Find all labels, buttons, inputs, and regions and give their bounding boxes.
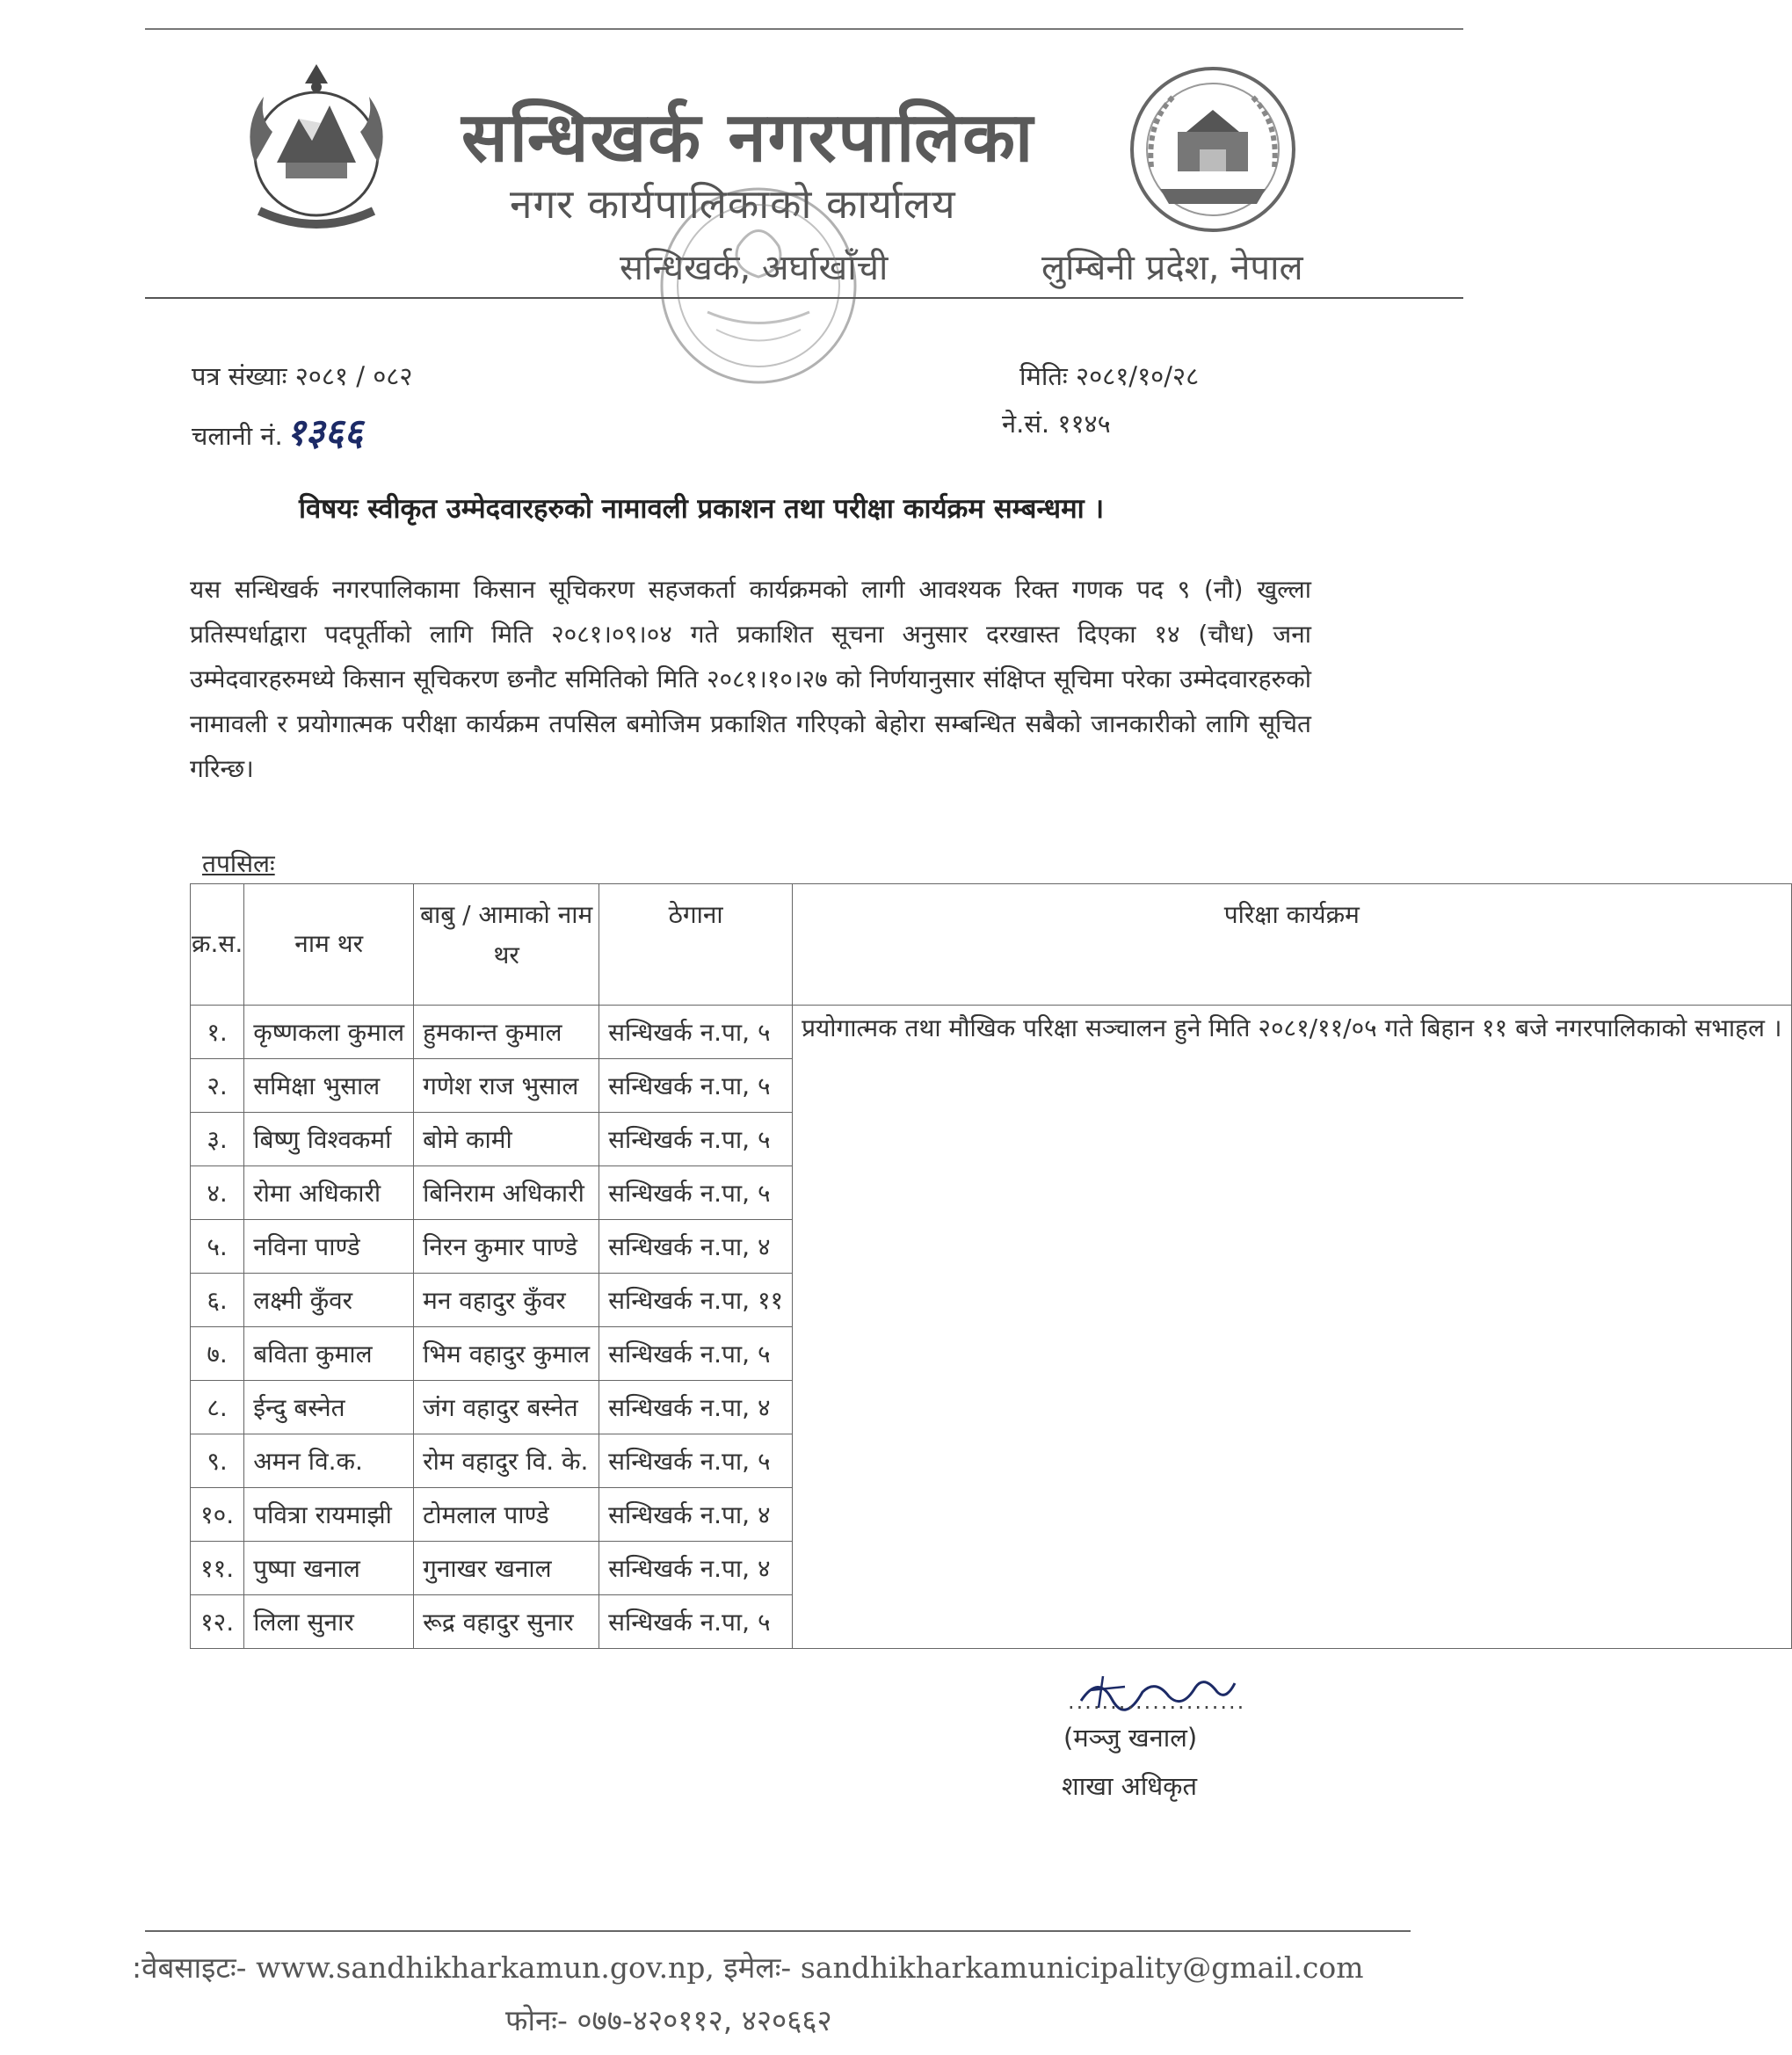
cell-sn: १०. <box>191 1488 244 1542</box>
email-link[interactable]: sandhikharkamunicipality@gmail.com <box>800 1950 1364 1985</box>
cell-name: ईन्दु बस्नेत <box>244 1381 414 1434</box>
details-label: तपसिलः <box>202 849 275 878</box>
nepal-sambat <box>1002 406 1111 440</box>
cell-parent: गुनाखर खनाल <box>414 1542 599 1595</box>
cell-parent: जंग वहादुर बस्नेत <box>414 1381 599 1434</box>
municipality-logo-icon <box>1125 62 1301 237</box>
website-label: :वेबसाइटः- <box>132 1950 247 1985</box>
cell-sn: ९. <box>191 1434 244 1488</box>
header-sn: क्र.स. <box>191 884 244 1006</box>
signatory-title: शाखा अधिकृत <box>1062 1771 1197 1801</box>
footer-contact-line <box>132 1947 1364 1986</box>
cell-sn: १. <box>191 1006 244 1059</box>
signature-line: ..................... <box>1068 1689 1246 1714</box>
cell-sn: ७. <box>191 1327 244 1381</box>
cell-name: कृष्णकला कुमाल <box>244 1006 414 1059</box>
phone-numbers: ०७७-४२०११२, ४२०६६२ <box>577 2003 832 2037</box>
cell-name: रोमा अधिकारी <box>244 1166 414 1220</box>
cell-address: सन्धिखर्क न.पा, ११ <box>599 1274 793 1327</box>
cell-address: सन्धिखर्क न.पा, ४ <box>599 1542 793 1595</box>
letter-date-label: मितिः <box>1019 361 1068 391</box>
cell-address: सन्धिखर्क न.पा, ५ <box>599 1434 793 1488</box>
cell-parent: निरन कुमार पाण्डे <box>414 1220 599 1274</box>
header-parent: बाबु / आमाको नाम थर <box>414 884 599 1006</box>
cell-parent: रोम वहादुर वि. के. <box>414 1434 599 1488</box>
letter-number <box>192 359 412 393</box>
cell-address: सन्धिखर्क न.पा, ४ <box>599 1220 793 1274</box>
cell-parent: बोमे कामी <box>414 1113 599 1166</box>
cell-address: सन्धिखर्क न.पा, ४ <box>599 1381 793 1434</box>
cell-name: बिष्णु विश्वकर्मा <box>244 1113 414 1166</box>
website-link[interactable]: www.sandhikharkamun.gov.np, <box>256 1950 715 1985</box>
phone-label: फोनः- <box>505 2003 568 2037</box>
cell-name: अमन वि.क. <box>244 1434 414 1488</box>
nepal-emblem-icon <box>224 57 409 242</box>
top-rule <box>145 28 1463 30</box>
cell-address: सन्धिखर्क न.पा, ५ <box>599 1166 793 1220</box>
letter-body: यस सन्धिखर्क नगरपालिकामा किसान सूचिकरण सहजकर्ता कार्यक्रमको लागी आवश्यक रिक्त गणक पद ९ (नौ) खुल्ला प्रतिस्पर्धाद्वारा पदपूर्तीको लागि मिति २०८१।०९।०४ गते प्रकाशित सूचना अनुसार दरखास्त दिएका १४ (चौध) जना उम्मेदवारहरुमध्ये किसान सूचिकरण छनौट समितिको मिति २०८१।१०।२७ को निर्णयानुसार संक्षिप्त सूचिमा परेका उम्मेदवारहरुको नामावली र प्रयोगात्मक परीक्षा कार्यक्रम तपसिल बमोजिम प्रकाशित गरिएको बेहोरा सम्बन्धित सबैको जानकारीको लागि सूचित गरिन्छ। <box>190 575 1311 783</box>
cell-sn: ५. <box>191 1220 244 1274</box>
header-address: ठेगाना <box>599 884 793 1006</box>
cell-name: बविता कुमाल <box>244 1327 414 1381</box>
nepal-sambat-label: ने.सं. <box>1002 409 1050 439</box>
cell-sn: १२. <box>191 1595 244 1649</box>
cell-sn: ११. <box>191 1542 244 1595</box>
cell-parent: रूद्र वहादुर सुनार <box>414 1595 599 1649</box>
cell-address: सन्धिखर्क न.पा, ४ <box>599 1488 793 1542</box>
office-name: नगर कार्यपालिकाको कार्यालय <box>510 180 956 228</box>
cell-parent: बिनिराम अधिकारी <box>414 1166 599 1220</box>
letter-number-label: पत्र संख्याः <box>192 361 287 391</box>
cell-sn: ६. <box>191 1274 244 1327</box>
cell-name: पवित्रा रायमाझी <box>244 1488 414 1542</box>
cell-address: सन्धिखर्क न.पा, ५ <box>599 1059 793 1113</box>
cell-address: सन्धिखर्क न.पा, ५ <box>599 1327 793 1381</box>
footer-rule <box>145 1930 1411 1932</box>
cell-name: नविना पाण्डे <box>244 1220 414 1274</box>
letter-subject: विषयः स्वीकृत उम्मेदवारहरुको नामावली प्रकाशन तथा परीक्षा कार्यक्रम सम्बन्धमा । <box>299 493 1105 525</box>
municipality-name: सन्धिखर्क नगरपालिका <box>461 98 1035 178</box>
cell-name: लक्ष्मी कुँवर <box>244 1274 414 1327</box>
dispatch-number <box>192 406 363 456</box>
office-location: सन्धिखर्क, अर्घाखाँची <box>620 248 889 288</box>
nepal-sambat-value: ११४५ <box>1057 409 1111 439</box>
letter-date-value: २०८१/१०/२८ <box>1075 361 1200 391</box>
cell-name: समिक्षा भुसाल <box>244 1059 414 1113</box>
dispatch-number-label: चलानी नं. <box>192 421 283 451</box>
office-stamp-icon <box>655 180 861 391</box>
signatory-name: (मञ्जु खनाल) <box>1063 1723 1198 1753</box>
province-name: लुम्बिनी प्रदेश, नेपाल <box>1041 248 1303 288</box>
dispatch-number-value: १३६६ <box>286 410 364 454</box>
cell-parent: टोमलाल पाण्डे <box>414 1488 599 1542</box>
exam-program-cell: प्रयोगात्मक तथा मौखिक परिक्षा सञ्चालन हुने मिति २०८१/११/०५ गते बिहान ११ बजे नगरपालिकाको सभाहल । <box>793 1006 1791 1649</box>
cell-name: पुष्पा खनाल <box>244 1542 414 1595</box>
cell-sn: ८. <box>191 1381 244 1434</box>
cell-address: सन्धिखर्क न.पा, ५ <box>599 1006 793 1059</box>
cell-parent: मन वहादुर कुँवर <box>414 1274 599 1327</box>
cell-sn: २. <box>191 1059 244 1113</box>
letterhead-rule <box>145 297 1463 299</box>
table-header-row <box>191 884 1792 1006</box>
cell-parent: हुमकान्त कुमाल <box>414 1006 599 1059</box>
cell-parent: गणेश राज भुसाल <box>414 1059 599 1113</box>
candidate-table <box>190 883 1792 1649</box>
letter-date <box>1019 359 1199 393</box>
letter-number-value: २०८१ / ०८२ <box>294 361 413 391</box>
cell-name: लिला सुनार <box>244 1595 414 1649</box>
cell-sn: ४. <box>191 1166 244 1220</box>
cell-address: सन्धिखर्क न.पा, ५ <box>599 1113 793 1166</box>
header-program: परिक्षा कार्यक्रम <box>793 884 1791 1006</box>
email-label: इमेलः- <box>723 1950 792 1985</box>
cell-address: सन्धिखर्क न.पा, ५ <box>599 1595 793 1649</box>
cell-parent: भिम वहादुर कुमाल <box>414 1327 599 1381</box>
footer-phone-line <box>505 2000 832 2039</box>
header-name: नाम थर <box>244 884 414 1006</box>
cell-sn: ३. <box>191 1113 244 1166</box>
table-row <box>191 1006 1792 1059</box>
